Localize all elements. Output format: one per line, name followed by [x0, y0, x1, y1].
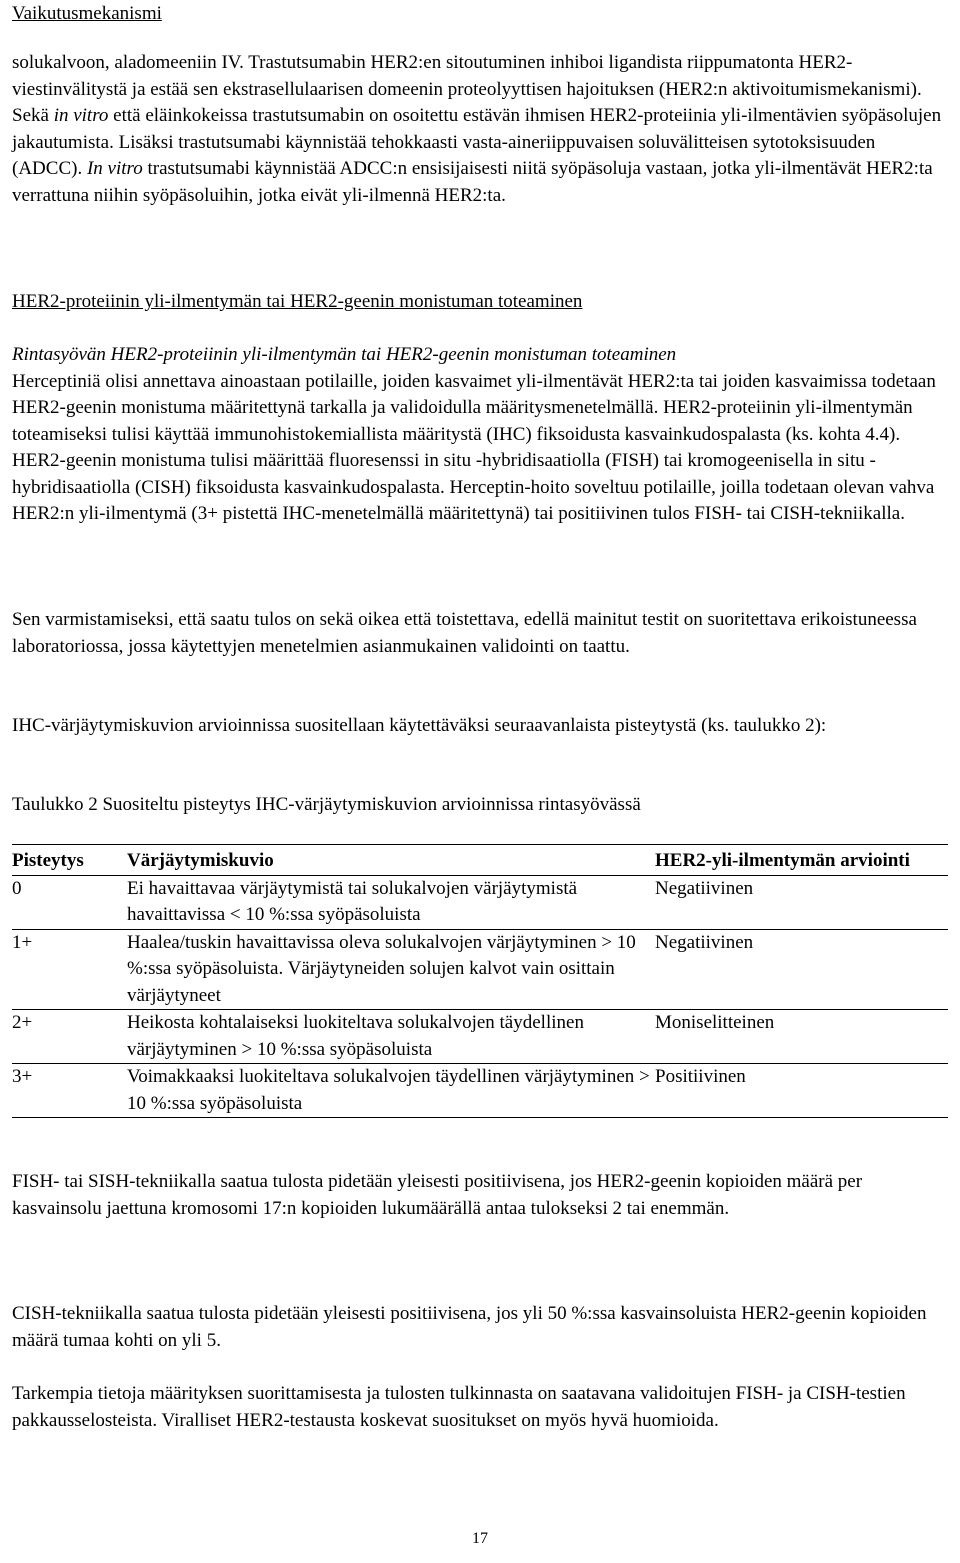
section-title: Vaikutusmekanismi: [12, 3, 162, 24]
ihc-intro-paragraph: IHC-värjäytymiskuvion arvioinnissa suositellaan käytettäväksi seuraavanlaista pisteytystä (ks. taulukko 2):: [12, 715, 827, 736]
score-cell: 3+: [12, 1066, 33, 1087]
her2-heading: HER2-proteiinin yli-ilmentymän tai HER2-geenin monistuman toteaminen: [12, 291, 583, 312]
fish-paragraph: FISH- tai SISH-tekniikalla saatua tulosta pidetään yleisesti positiivisena, jos HER2-geenin kopioiden määrä per kasvainsolu jaettuna kromosomi 17:n kopioiden lukumäärällä antaa tulokseksi 2 tai enemmän.: [12, 1171, 863, 1219]
assessment-cell: Negatiivinen: [655, 877, 754, 899]
table-row: [12, 1064, 948, 1118]
cish-paragraph: CISH-tekniikalla saatua tulosta pidetään yleisesti positiivisena, jos yli 50 %:ssa kasvainsoluista HER2-geenin kopioiden määrä tumaa kohti on yli 5.: [12, 1303, 927, 1351]
pattern-cell: Haalea/tuskin havaittavissa oleva solukalvojen värjäytyminen > 10 %:ssa syöpäsoluista. Värjäytyneiden solujen kalvot vain osittain värjäytyneet: [127, 931, 636, 1006]
table-header-row: [12, 845, 948, 876]
score-cell: 0: [12, 877, 22, 899]
header-assessment: HER2-yli-ilmentymän arviointi: [655, 850, 910, 871]
breast-paragraph: Herceptiniä olisi annettava ainoastaan potilaille, joiden kasvaimet yli-ilmentävät HER2:ta tai joiden kasvaimissa todetaan HER2-geenin monistuma määritettynä tarkalla ja validoidulla määritysmenetelmällä. HER2-proteiinin yli-ilmentymän toteamiseksi tulisi käyttää immunohistokemiallista määritystä (IHC) fiksoidusta kasvainkudospalasta (ks. kohta 4.4). HER2-geenin monistuma tulisi määrittää fluoresenssi in situ -hybridisaatiolla (FISH) tai kromogeenisella in situ -hybridisaatiolla (CISH) fiksoidusta kasvainkudospalasta. Herceptin-hoito soveltuu potilaille, joilla todetaan olevan vahva HER2:n yli-ilmentymä (3+ pistettä IHC-menetelmällä määritettynä) tai positiivinen tulos FISH- tai CISH-tekniikalla.: [12, 370, 936, 524]
validation-paragraph: Sen varmistamiseksi, että saatu tulos on sekä oikea että toistettava, edellä mainitut testit on suoritettava erikoistuneessa laboratoriossa, jossa käytettyjen menetelmien asianmukainen validointi on taattu.: [12, 609, 917, 657]
header-pattern: Värjäytymiskuvio: [127, 850, 274, 871]
mechanism-italic-1: in vitro: [53, 105, 109, 126]
table-row: [12, 875, 948, 929]
score-cell: 1+: [12, 931, 33, 953]
breast-heading: Rintasyövän HER2-proteiinin yli-ilmentymän tai HER2-geenin monistuman toteaminen: [12, 344, 677, 365]
mechanism-text-3: trastutsumabi käynnistää ADCC:n ensisijaisesti niitä syöpäsoluja vastaan, jotka yli-ilmentävät HER2:ta verrattuna niihin syöpäsoluihin, jotka eivät yli-ilmennä HER2:ta.: [12, 158, 933, 206]
assessment-cell: Positiivinen: [655, 1066, 746, 1087]
mechanism-text-1: solukalvoon, aladomeeniin IV. Trastutsumabin HER2:en sitoutuminen inhiboi ligandista riippumatonta HER2-viestinvälitystä ja estää sen ekstrasellulaarisen domeenin proteolyyttisen hajoituksen (HER2:n aktivoitumismekanismi). Sekä: [12, 52, 922, 126]
score-cell: 2+: [12, 1012, 33, 1033]
page-number: 17: [472, 1530, 488, 1547]
table-row: [12, 1010, 948, 1064]
mechanism-italic-2: In vitro: [86, 158, 143, 179]
header-score: Pisteytys: [12, 850, 84, 871]
assessment-cell: Negatiivinen: [655, 931, 754, 953]
breast-section: [12, 342, 948, 528]
mechanism-text-2: että eläinkokeissa trastutsumabin on osoitettu estävän ihmisen HER2-proteiinia yli-ilmentävien syöpäsolujen jakautumista. Lisäksi trastutsumabi käynnistää tehokkaasti vasta-aineriippuvaisen soluvälitteisen sytotoksisuuden (ADCC).: [12, 105, 942, 179]
scoring-table: [12, 844, 948, 1118]
table-row: [12, 929, 948, 1010]
assessment-cell: Moniselitteinen: [655, 1012, 775, 1033]
table-caption: Taulukko 2 Suositeltu pisteytys IHC-värjäytymiskuvion arvioinnissa rintasyövässä: [12, 794, 641, 815]
mechanism-paragraph: [12, 50, 948, 209]
details-paragraph: Tarkempia tietoja määrityksen suorittamisesta ja tulosten tulkinnasta on saatavana validoitujen FISH- ja CISH-testien pakkausselosteista. Viralliset HER2-testausta koskevat suositukset on myös hyvä huomioida.: [12, 1383, 906, 1431]
pattern-cell: Ei havaittavaa värjäytymistä tai solukalvojen värjäytymistä havaittavissa < 10 %:ssa syöpäsoluista: [127, 877, 578, 925]
pattern-cell: Heikosta kohtalaiseksi luokiteltava solukalvojen täydellinen värjäytyminen > 10 %:ssa syöpäsoluista: [127, 1012, 584, 1060]
pattern-cell: Voimakkaaksi luokiteltava solukalvojen täydellinen värjäytyminen > 10 %:ssa syöpäsoluista: [127, 1066, 650, 1114]
